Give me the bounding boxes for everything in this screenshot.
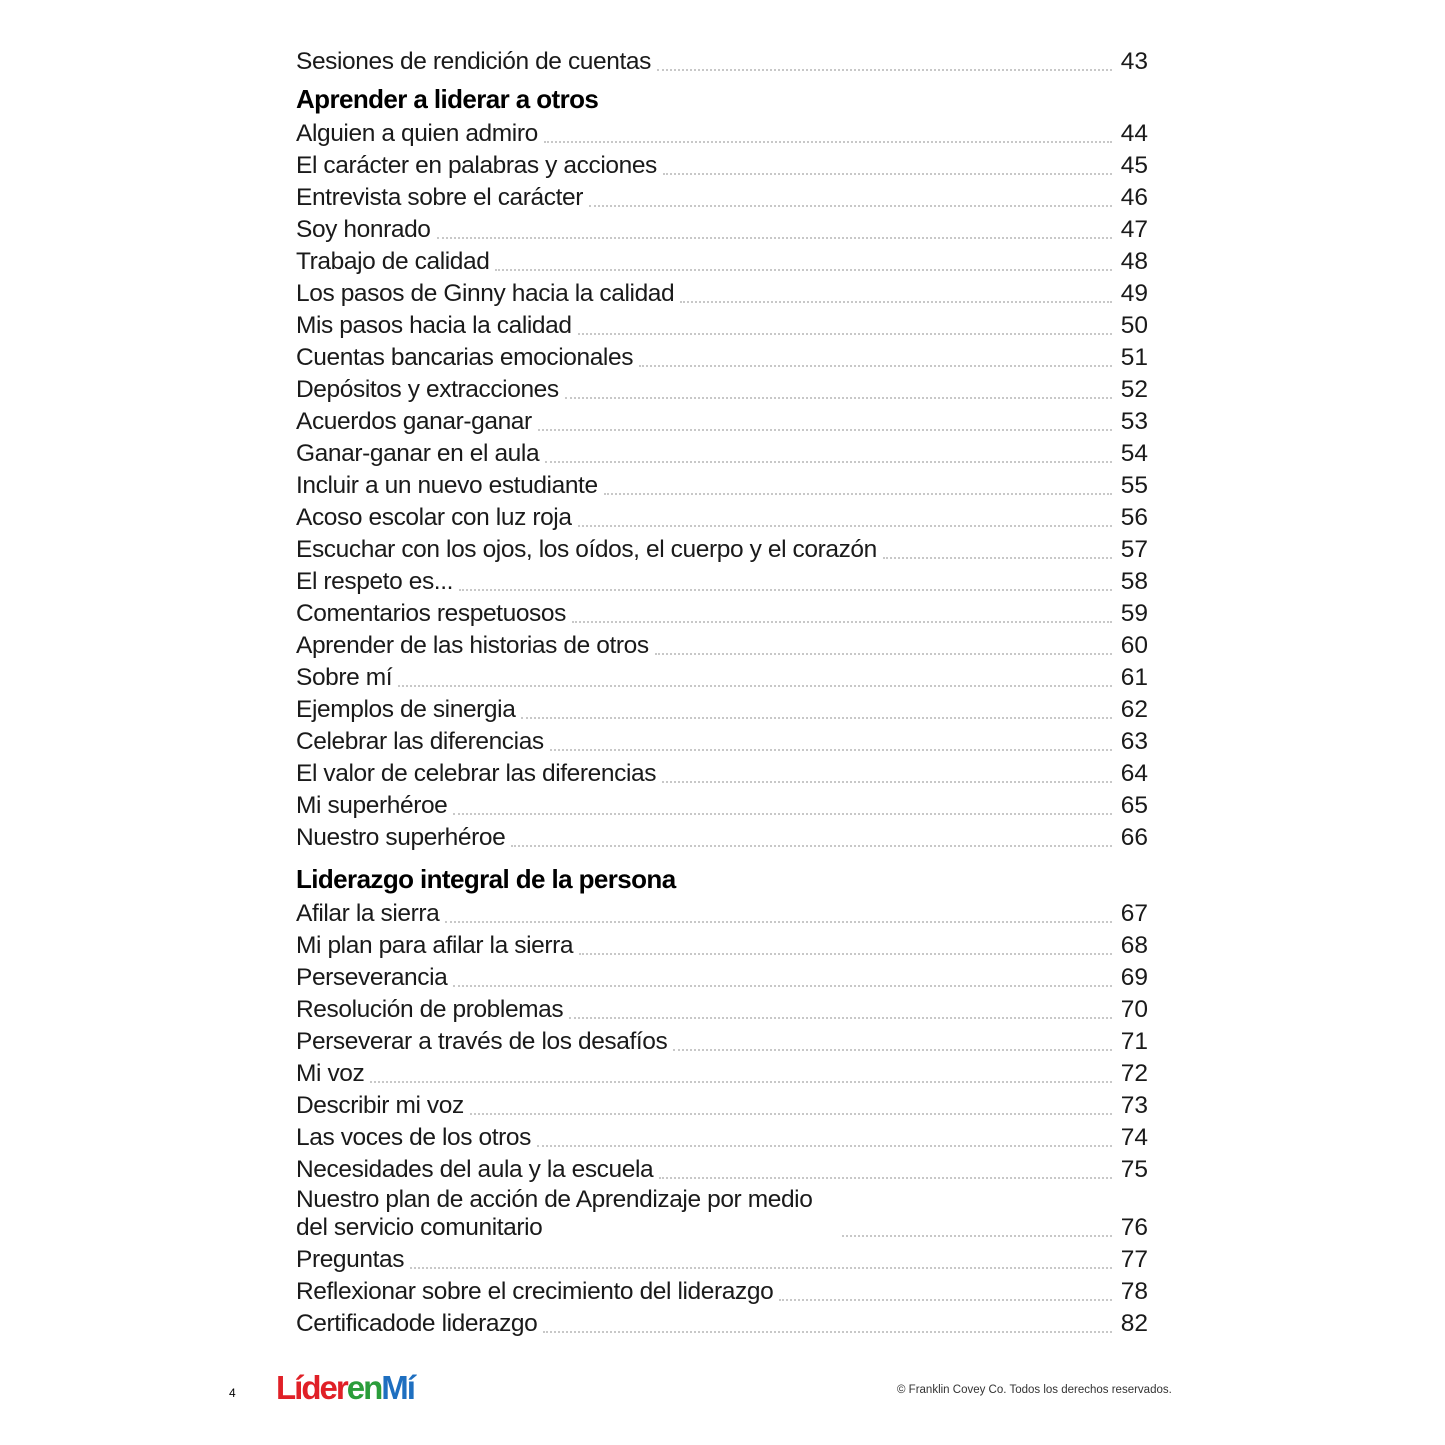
toc-entry-page: 59 (1120, 600, 1148, 627)
dot-leader (370, 1081, 1112, 1083)
toc-entry[interactable] (296, 564, 1148, 596)
toc-entry-page: 57 (1120, 536, 1148, 563)
toc-entry-title: Acoso escolar con luz roja (296, 504, 572, 531)
dot-leader (673, 1049, 1112, 1051)
toc-entry[interactable] (296, 212, 1148, 244)
logo-letter: e (346, 1369, 364, 1406)
toc-entry-title: Aprender de las historias de otros (296, 632, 649, 659)
toc-entry[interactable] (296, 372, 1148, 404)
dot-leader (537, 1145, 1112, 1147)
toc-entry-title: Mi plan para afilar la sierra (296, 932, 574, 959)
lider-en-mi-logo (276, 1369, 414, 1407)
toc-entry-title: Entrevista sobre el carácter (296, 184, 584, 211)
toc-entry-page: 50 (1120, 312, 1148, 339)
toc-entry-page: 76 (1120, 1214, 1148, 1241)
copyright-notice: © Franklin Covey Co. Todos los derechos reservados. (897, 1384, 1172, 1396)
toc-entry-title: Soy honrado (296, 216, 431, 243)
toc-entry-page: 49 (1120, 280, 1148, 307)
dot-leader (578, 333, 1112, 335)
toc-entry-page: 52 (1120, 376, 1148, 403)
toc-entry-page: 78 (1120, 1278, 1148, 1305)
toc-entry-title: Comentarios respetuosos (296, 600, 566, 627)
toc-entry[interactable] (296, 148, 1148, 180)
dot-leader (639, 365, 1112, 367)
toc-entry[interactable] (296, 468, 1148, 500)
toc-entry-page: 43 (1120, 48, 1148, 75)
dot-leader (437, 237, 1112, 239)
toc-entry-title: Perseverar a través de los desafíos (296, 1028, 668, 1055)
dot-leader (521, 717, 1112, 719)
toc-entry[interactable] (296, 1088, 1148, 1120)
dot-leader (445, 921, 1112, 923)
logo-letter: í (406, 1369, 414, 1406)
toc-entry-title: Alguien a quien admiro (296, 120, 538, 147)
dot-leader (453, 985, 1112, 987)
logo-letter: n (363, 1369, 382, 1406)
toc-entry[interactable] (296, 788, 1148, 820)
dot-leader (495, 269, 1112, 271)
dot-leader (680, 301, 1112, 303)
table-of-contents (296, 44, 1148, 1338)
toc-entry-title: Reflexionar sobre el crecimiento del liderazgo (296, 1278, 774, 1305)
toc-entry-page: 64 (1120, 760, 1148, 787)
toc-entry-title: Escuchar con los ojos, los oídos, el cuerpo y el corazón (296, 536, 877, 563)
toc-entry-page: 51 (1120, 344, 1148, 371)
toc-entry-title: Los pasos de Ginny hacia la calidad (296, 280, 675, 307)
toc-entry-title: Necesidades del aula y la escuela (296, 1156, 654, 1183)
toc-entry-title: Sobre mí (296, 664, 393, 691)
toc-entry-page: 74 (1120, 1124, 1148, 1151)
toc-entry[interactable] (296, 628, 1148, 660)
toc-entry-title: Afilar la sierra (296, 900, 440, 927)
toc-entry-page: 47 (1120, 216, 1148, 243)
dot-leader (662, 781, 1112, 783)
toc-entry-title: Acuerdos ganar-ganar (296, 408, 532, 435)
toc-entry[interactable] (296, 960, 1148, 992)
dot-leader (883, 557, 1112, 559)
toc-entry-page: 45 (1120, 152, 1148, 179)
toc-entry-page: 63 (1120, 728, 1148, 755)
toc-entry-title: Cuentas bancarias emocionales (296, 344, 634, 371)
logo-letter: e (319, 1369, 336, 1406)
dot-leader (779, 1299, 1112, 1301)
dot-leader (659, 1177, 1112, 1179)
toc-entry-page: 68 (1120, 932, 1148, 959)
toc-entry-page: 71 (1120, 1028, 1148, 1055)
toc-entry[interactable] (296, 244, 1148, 276)
dot-leader (842, 1235, 1112, 1237)
dot-leader (550, 749, 1112, 751)
toc-entry-page: 82 (1120, 1310, 1148, 1337)
dot-leader (569, 1017, 1112, 1019)
logo-letter: í (294, 1369, 302, 1406)
dot-leader (545, 461, 1112, 463)
toc-entry-page: 53 (1120, 408, 1148, 435)
toc-entry-title: Ganar-ganar en el aula (296, 440, 540, 467)
dot-leader (589, 205, 1112, 207)
toc-entry[interactable] (296, 820, 1148, 852)
toc-entry-page: 66 (1120, 824, 1148, 851)
toc-entry[interactable] (296, 1186, 1148, 1242)
dot-leader (453, 813, 1112, 815)
toc-entry-page: 61 (1120, 664, 1148, 691)
toc-entry-page: 67 (1120, 900, 1148, 927)
toc-entry-page: 73 (1120, 1092, 1148, 1119)
toc-entry-page: 56 (1120, 504, 1148, 531)
toc-entry-title: Celebrar las diferencias (296, 728, 544, 755)
dot-leader (470, 1113, 1112, 1115)
logo-letter: d (301, 1369, 320, 1406)
toc-entry[interactable] (296, 1120, 1148, 1152)
toc-entry[interactable] (296, 276, 1148, 308)
toc-entry-title: Incluir a un nuevo estudiante (296, 472, 598, 499)
toc-entry[interactable] (296, 436, 1148, 468)
section-heading: Liderazgo integral de la persona (296, 864, 676, 894)
toc-entry-page: 48 (1120, 248, 1148, 275)
dot-leader (565, 397, 1112, 399)
toc-entry-page: 65 (1120, 792, 1148, 819)
toc-entry-title: Describir mi voz (296, 1092, 464, 1119)
toc-entry[interactable] (296, 340, 1148, 372)
toc-entry-title: Mi superhéroe (296, 792, 448, 819)
toc-entry-title: Trabajo de calidad (296, 248, 490, 275)
toc-entry-title: El carácter en palabras y acciones (296, 152, 657, 179)
toc-entry[interactable] (296, 692, 1148, 724)
toc-entry-page: 62 (1120, 696, 1148, 723)
toc-entry-title: Sesiones de rendición de cuentas (296, 48, 651, 75)
toc-entry[interactable] (296, 180, 1148, 212)
toc-entry-page: 55 (1120, 472, 1148, 499)
toc-entry[interactable] (296, 404, 1148, 436)
page-number: 4 (229, 1386, 236, 1400)
toc-entry[interactable] (296, 660, 1148, 692)
dot-leader (543, 1331, 1112, 1333)
toc-entry[interactable] (296, 756, 1148, 788)
toc-entry-title: Nuestro superhéroe (296, 824, 506, 851)
toc-entry[interactable] (296, 992, 1148, 1024)
dot-leader (410, 1267, 1112, 1269)
dot-leader (579, 953, 1112, 955)
toc-entry[interactable] (296, 308, 1148, 340)
toc-entry[interactable] (296, 532, 1148, 564)
toc-entry-page: 75 (1120, 1156, 1148, 1183)
toc-entry-title: Certificadode liderazgo (296, 1310, 538, 1337)
dot-leader (578, 525, 1112, 527)
toc-entry-title: Resolución de problemas (296, 996, 564, 1023)
toc-entry[interactable] (296, 500, 1148, 532)
toc-entry[interactable] (296, 1242, 1148, 1274)
toc-entry-page: 46 (1120, 184, 1148, 211)
toc-entry-page: 58 (1120, 568, 1148, 595)
dot-leader (398, 685, 1112, 687)
toc-entry-page: 77 (1120, 1246, 1148, 1273)
dot-leader (459, 589, 1112, 591)
dot-leader (572, 621, 1112, 623)
toc-entry[interactable] (296, 928, 1148, 960)
dot-leader (604, 493, 1112, 495)
toc-entry[interactable] (296, 1056, 1148, 1088)
dot-leader (663, 173, 1112, 175)
toc-entry-title: Perseverancia (296, 964, 448, 991)
toc-entry[interactable] (296, 1306, 1148, 1338)
toc-entry[interactable] (296, 1274, 1148, 1306)
dot-leader (511, 845, 1112, 847)
toc-entry-page: 72 (1120, 1060, 1148, 1087)
toc-entry[interactable] (296, 724, 1148, 756)
toc-entry[interactable] (296, 44, 1148, 76)
toc-entry[interactable] (296, 1024, 1148, 1056)
section-heading: Aprender a liderar a otros (296, 84, 599, 114)
toc-entry-title: El respeto es... (296, 568, 454, 595)
toc-entry-page: 44 (1120, 120, 1148, 147)
toc-entry-title: Ejemplos de sinergia (296, 696, 516, 723)
toc-entry-title: Preguntas (296, 1246, 405, 1273)
toc-entry[interactable] (296, 596, 1148, 628)
toc-entry-title: Mis pasos hacia la calidad (296, 312, 572, 339)
dot-leader (544, 141, 1112, 143)
toc-entry[interactable] (296, 896, 1148, 928)
toc-entry[interactable] (296, 1152, 1148, 1184)
toc-entry-title: Mi voz (296, 1060, 365, 1087)
logo-letter: L (276, 1369, 295, 1406)
toc-entry-page: 54 (1120, 440, 1148, 467)
toc-entry[interactable] (296, 116, 1148, 148)
dot-leader (657, 69, 1112, 71)
toc-entry-page: 60 (1120, 632, 1148, 659)
logo-letter: r (335, 1369, 347, 1406)
toc-entry-page: 69 (1120, 964, 1148, 991)
dot-leader (538, 429, 1112, 431)
toc-entry-title: Depósitos y extracciones (296, 376, 559, 403)
toc-entry-title: El valor de celebrar las diferencias (296, 760, 657, 787)
dot-leader (655, 653, 1112, 655)
toc-entry-title: Nuestro plan de acción de Aprendizaje por medio del servicio comunitario (296, 1186, 813, 1241)
toc-entry-page: 70 (1120, 996, 1148, 1023)
toc-entry-title: Las voces de los otros (296, 1124, 531, 1151)
logo-letter: M (381, 1369, 407, 1406)
